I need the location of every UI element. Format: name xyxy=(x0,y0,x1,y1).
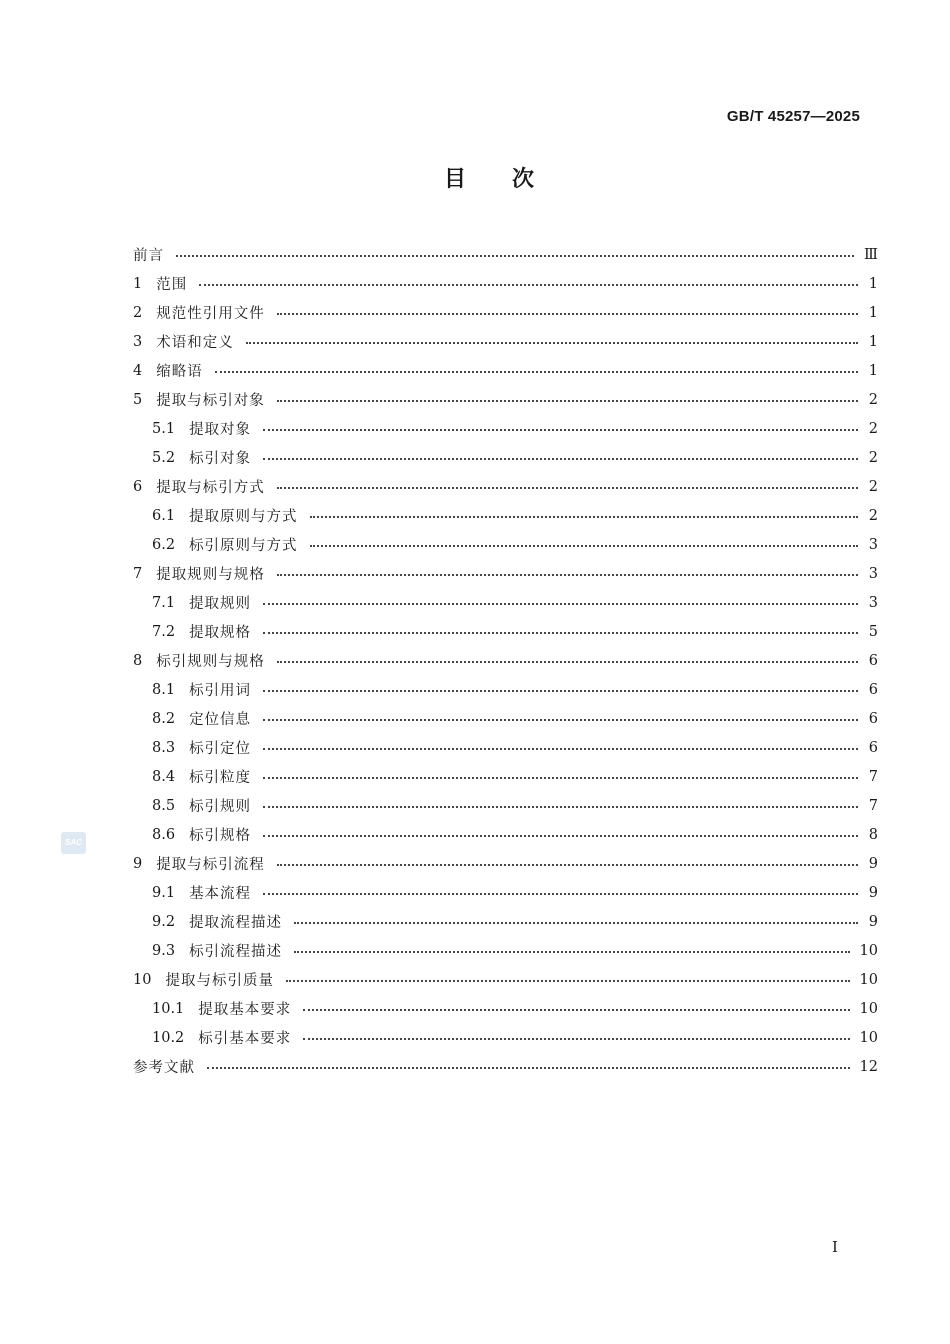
toc-entry-number: 9.3 xyxy=(152,942,176,959)
toc-entry-label: 前言 xyxy=(133,248,164,264)
toc-entry-page: 7 xyxy=(868,797,878,814)
toc-entry-number: 10.1 xyxy=(152,1000,185,1017)
toc-entry-number: 9.2 xyxy=(152,913,176,930)
toc-entry-page: 8 xyxy=(868,826,878,843)
toc-entry[interactable] xyxy=(133,878,878,907)
toc-dot-leader xyxy=(303,994,849,1023)
toc-entry-number: 1 xyxy=(133,275,143,292)
page-title xyxy=(0,162,950,193)
toc-entry[interactable] xyxy=(133,733,878,762)
toc-entry-label: 标引对象 xyxy=(189,451,252,467)
toc-entry[interactable] xyxy=(133,269,878,298)
toc-entry[interactable] xyxy=(133,240,878,269)
toc-entry-page: 7 xyxy=(868,768,878,785)
toc-entry-page: 1 xyxy=(868,304,878,321)
toc-entry[interactable] xyxy=(133,936,878,965)
toc-dot-leader xyxy=(310,530,858,559)
toc-entry[interactable] xyxy=(133,617,878,646)
toc-entry-number: 10 xyxy=(133,971,152,988)
toc-entry-label: 标引用词 xyxy=(189,683,252,699)
toc-entry-page: 6 xyxy=(868,681,878,698)
toc-entry-number: 8.1 xyxy=(152,681,176,698)
toc-entry-number: 8.5 xyxy=(152,797,176,814)
toc-entry-label: 标引基本要求 xyxy=(198,1031,292,1047)
toc-entry-label: 标引定位 xyxy=(189,741,252,757)
toc-entry-page: 2 xyxy=(868,478,878,495)
toc-entry-number: 4 xyxy=(133,362,143,379)
title-char-2: 次 xyxy=(512,167,537,192)
toc-entry[interactable] xyxy=(133,965,878,994)
toc-entry-number: 8.3 xyxy=(152,739,176,756)
toc-entry-label: 标引粒度 xyxy=(189,770,252,786)
toc-dot-leader xyxy=(277,298,858,327)
toc-entry-label: 提取与标引流程 xyxy=(156,857,265,873)
toc-entry-label: 缩略语 xyxy=(156,364,203,380)
toc-entry-page: 6 xyxy=(868,710,878,727)
toc-entry-page: 1 xyxy=(868,362,878,379)
sac-watermark-logo: SAC xyxy=(61,832,86,854)
toc-dot-leader xyxy=(263,414,858,443)
toc-dot-leader xyxy=(176,240,854,269)
toc-entry-page: 3 xyxy=(868,565,878,582)
toc-entry-label: 标引规则 xyxy=(189,799,252,815)
toc-entry-number: 8.4 xyxy=(152,768,176,785)
toc-entry-number: 5 xyxy=(133,391,143,408)
toc-entry-page: 10 xyxy=(859,971,878,988)
toc-entry[interactable] xyxy=(133,559,878,588)
toc-entry-label: 范围 xyxy=(156,277,188,293)
toc-entry[interactable] xyxy=(133,298,878,327)
toc-dot-leader xyxy=(286,965,850,994)
toc-dot-leader xyxy=(294,936,849,965)
toc-entry[interactable] xyxy=(133,1052,878,1081)
toc-entry-page: 5 xyxy=(868,623,878,640)
toc-dot-leader xyxy=(263,878,858,907)
toc-entry-label: 提取与标引方式 xyxy=(156,480,265,496)
toc-entry-label: 提取流程描述 xyxy=(189,915,283,931)
toc-entry[interactable] xyxy=(133,820,878,849)
toc-entry-label: 参考文献 xyxy=(133,1060,195,1076)
toc-entry-number: 8.6 xyxy=(152,826,176,843)
toc-entry-page: 10 xyxy=(859,1029,878,1046)
standard-number: GB/T 45257—2025 xyxy=(726,108,860,125)
toc-dot-leader xyxy=(263,733,858,762)
toc-entry-label: 术语和定义 xyxy=(156,335,234,351)
toc-entry[interactable] xyxy=(133,791,878,820)
toc-entry-number: 6.2 xyxy=(152,536,176,553)
toc-entry-page: 6 xyxy=(868,652,878,669)
toc-entry-label: 标引流程描述 xyxy=(189,944,283,960)
table-of-contents xyxy=(133,240,878,1081)
toc-dot-leader xyxy=(294,907,858,936)
toc-entry-page: 10 xyxy=(859,1000,878,1017)
title-char-1: 目 xyxy=(443,167,468,192)
toc-entry-page: 2 xyxy=(868,391,878,408)
toc-entry-page: 9 xyxy=(868,913,878,930)
toc-dot-leader xyxy=(263,704,858,733)
toc-dot-leader xyxy=(263,791,858,820)
toc-entry[interactable] xyxy=(133,588,878,617)
toc-entry-number: 10.2 xyxy=(152,1029,185,1046)
page-number: Ⅰ xyxy=(832,1238,838,1256)
toc-entry-label: 标引规格 xyxy=(189,828,252,844)
toc-dot-leader xyxy=(207,1052,850,1081)
toc-entry-label: 定位信息 xyxy=(189,712,252,728)
toc-dot-leader xyxy=(263,675,858,704)
toc-dot-leader xyxy=(277,559,858,588)
toc-dot-leader xyxy=(277,385,858,414)
toc-entry-number: 6.1 xyxy=(152,507,176,524)
toc-entry-page: 2 xyxy=(868,420,878,437)
toc-entry-number: 5.1 xyxy=(152,420,176,437)
toc-dot-leader xyxy=(215,356,858,385)
toc-entry[interactable] xyxy=(133,762,878,791)
toc-entry-number: 3 xyxy=(133,333,143,350)
toc-dot-leader xyxy=(310,501,858,530)
toc-dot-leader xyxy=(263,443,858,472)
toc-entry[interactable] xyxy=(133,704,878,733)
toc-entry[interactable] xyxy=(133,327,878,356)
toc-entry-page: 1 xyxy=(868,275,878,292)
toc-dot-leader xyxy=(277,849,858,878)
toc-entry-number: 9 xyxy=(133,855,143,872)
toc-entry[interactable] xyxy=(133,849,878,878)
toc-dot-leader xyxy=(263,588,858,617)
toc-entry-label: 标引规则与规格 xyxy=(156,654,265,670)
toc-dot-leader xyxy=(263,820,858,849)
toc-entry-page: 6 xyxy=(868,739,878,756)
toc-entry-label: 标引原则与方式 xyxy=(189,538,298,554)
toc-entry-label: 提取基本要求 xyxy=(198,1002,292,1018)
toc-entry-label: 提取对象 xyxy=(189,422,252,438)
toc-entry[interactable] xyxy=(133,501,878,530)
toc-dot-leader xyxy=(277,646,858,675)
toc-entry-page: 3 xyxy=(868,594,878,611)
toc-entry-label: 提取规格 xyxy=(189,625,252,641)
toc-entry-page: 9 xyxy=(868,855,878,872)
toc-entry-label: 提取规则 xyxy=(189,596,252,612)
toc-entry[interactable] xyxy=(133,385,878,414)
toc-entry-number: 6 xyxy=(133,478,143,495)
toc-entry-number: 5.2 xyxy=(152,449,176,466)
toc-entry-label: 提取原则与方式 xyxy=(189,509,298,525)
toc-entry-number: 2 xyxy=(133,304,143,321)
toc-entry-number: 8.2 xyxy=(152,710,176,727)
toc-dot-leader xyxy=(277,472,858,501)
toc-entry-page: Ⅲ xyxy=(864,246,878,263)
toc-entry[interactable] xyxy=(133,907,878,936)
toc-dot-leader xyxy=(263,762,858,791)
toc-entry-label: 提取规则与规格 xyxy=(156,567,265,583)
toc-dot-leader xyxy=(199,269,858,298)
toc-entry[interactable] xyxy=(133,1023,878,1052)
toc-dot-leader xyxy=(246,327,858,356)
toc-entry[interactable] xyxy=(133,356,878,385)
toc-entry[interactable] xyxy=(133,646,878,675)
toc-dot-leader xyxy=(263,617,858,646)
toc-entry-page: 9 xyxy=(868,884,878,901)
toc-entry[interactable] xyxy=(133,994,878,1023)
toc-entry-page: 2 xyxy=(868,449,878,466)
toc-entry-page: 10 xyxy=(859,942,878,959)
toc-entry[interactable] xyxy=(133,414,878,443)
toc-entry-number: 7.1 xyxy=(152,594,176,611)
toc-entry-label: 提取与标引质量 xyxy=(165,973,274,989)
toc-entry[interactable] xyxy=(133,675,878,704)
toc-entry-number: 7.2 xyxy=(152,623,176,640)
toc-entry-label: 提取与标引对象 xyxy=(156,393,265,409)
toc-entry-number: 7 xyxy=(133,565,143,582)
toc-entry-label: 规范性引用文件 xyxy=(156,306,265,322)
toc-entry-page: 2 xyxy=(868,507,878,524)
toc-entry[interactable] xyxy=(133,472,878,501)
toc-entry-label: 基本流程 xyxy=(189,886,252,902)
toc-dot-leader xyxy=(303,1023,849,1052)
toc-entry-number: 8 xyxy=(133,652,143,669)
toc-entry[interactable] xyxy=(133,530,878,559)
toc-entry-page: 1 xyxy=(868,333,878,350)
toc-entry-page: 3 xyxy=(868,536,878,553)
toc-entry-number: 9.1 xyxy=(152,884,176,901)
toc-entry[interactable] xyxy=(133,443,878,472)
toc-entry-page: 12 xyxy=(859,1058,878,1075)
